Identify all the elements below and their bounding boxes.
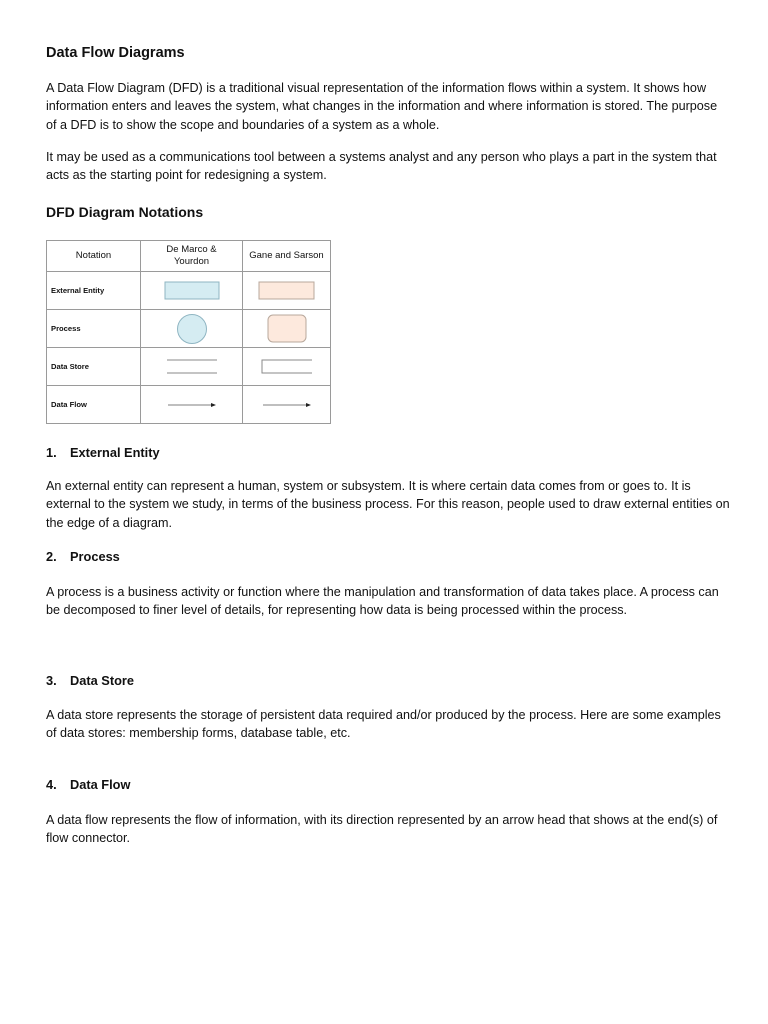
row-label-external-entity: External Entity — [47, 272, 141, 310]
section-body-data-flow: A data flow represents the flow of information, with its direction represented by an arrow head that shows at the end(s) of flow connector. — [46, 813, 718, 846]
header-gane-sarson: Gane and Sarson — [243, 241, 331, 272]
section-body-external-entity: An external entity can represent a human, system or subsystem. It is where certain data comes from or goes to. It is external to the system we study, in terms of the business process. For this reason, people used to draw external entities on the edge of a diagram. — [46, 479, 730, 530]
gane-process-symbol — [243, 310, 331, 348]
section-heading-process — [46, 549, 120, 564]
rectangle-icon — [258, 281, 315, 301]
demarco-data-store-symbol — [141, 348, 243, 386]
arrow-right-icon — [261, 400, 313, 410]
section-title: Data Flow — [70, 777, 131, 792]
demarco-process-symbol — [141, 310, 243, 348]
demarco-data-flow-symbol — [141, 386, 243, 424]
gane-external-entity-symbol — [243, 272, 331, 310]
row-label-data-flow: Data Flow — [47, 386, 141, 424]
header-notation: Notation — [47, 241, 141, 272]
table-row — [47, 310, 331, 348]
rectangle-icon — [164, 281, 220, 301]
row-label-process: Process — [47, 310, 141, 348]
arrow-right-icon — [166, 400, 218, 410]
intro-paragraph-2: It may be used as a communications tool between a systems analyst and any person who plays a part in the system that acts as the starting point for redesigning a system. — [46, 150, 717, 183]
table-row — [47, 272, 331, 310]
gane-data-store-symbol — [243, 348, 331, 386]
demarco-external-entity-symbol — [141, 272, 243, 310]
section-body-process: A process is a business activity or function where the manipulation and transformation of data takes place. A process can be decomposed to finer level of details, for representing how data is being processed within the process. — [46, 585, 719, 618]
notation-table-header — [47, 241, 331, 272]
section-number: 4. — [46, 777, 57, 792]
rounded-rectangle-icon — [267, 314, 307, 344]
section-title: Data Store — [70, 673, 135, 688]
section-number: 1. — [46, 445, 57, 460]
table-row — [47, 348, 331, 386]
section-title: External Entity — [70, 445, 160, 460]
section-number: 2. — [46, 549, 57, 564]
section-heading-data-flow — [46, 777, 130, 792]
circle-icon — [175, 313, 209, 345]
open-rectangle-icon — [260, 358, 314, 376]
row-label-data-store: Data Store — [47, 348, 141, 386]
section-body-data-store: A data store represents the storage of persistent data required and/or produced by the process. Here are some examples of data stores: membership forms, database table, etc. — [46, 708, 721, 741]
section-heading-external-entity — [46, 445, 160, 460]
section-heading-data-store — [46, 673, 134, 688]
section-number: 3. — [46, 673, 57, 688]
gane-data-flow-symbol — [243, 386, 331, 424]
section-title: Process — [70, 549, 120, 564]
table-row — [47, 386, 331, 424]
header-demarco-yourdon — [141, 241, 243, 272]
header-demarco-label: De Marco & Yourdon — [166, 244, 217, 267]
notations-heading: DFD Diagram Notations — [46, 204, 204, 220]
parallel-lines-icon — [165, 358, 219, 376]
intro-paragraph-1: A Data Flow Diagram (DFD) is a traditional visual representation of the information flows within a system. It shows how information enters and leaves the system, what changes in the information and where information is stored. The purpose of a DFD is to show the scope and boundaries of a system as a whole. — [46, 81, 718, 132]
notation-table — [46, 240, 331, 424]
page-title: Data Flow Diagrams — [46, 45, 185, 61]
